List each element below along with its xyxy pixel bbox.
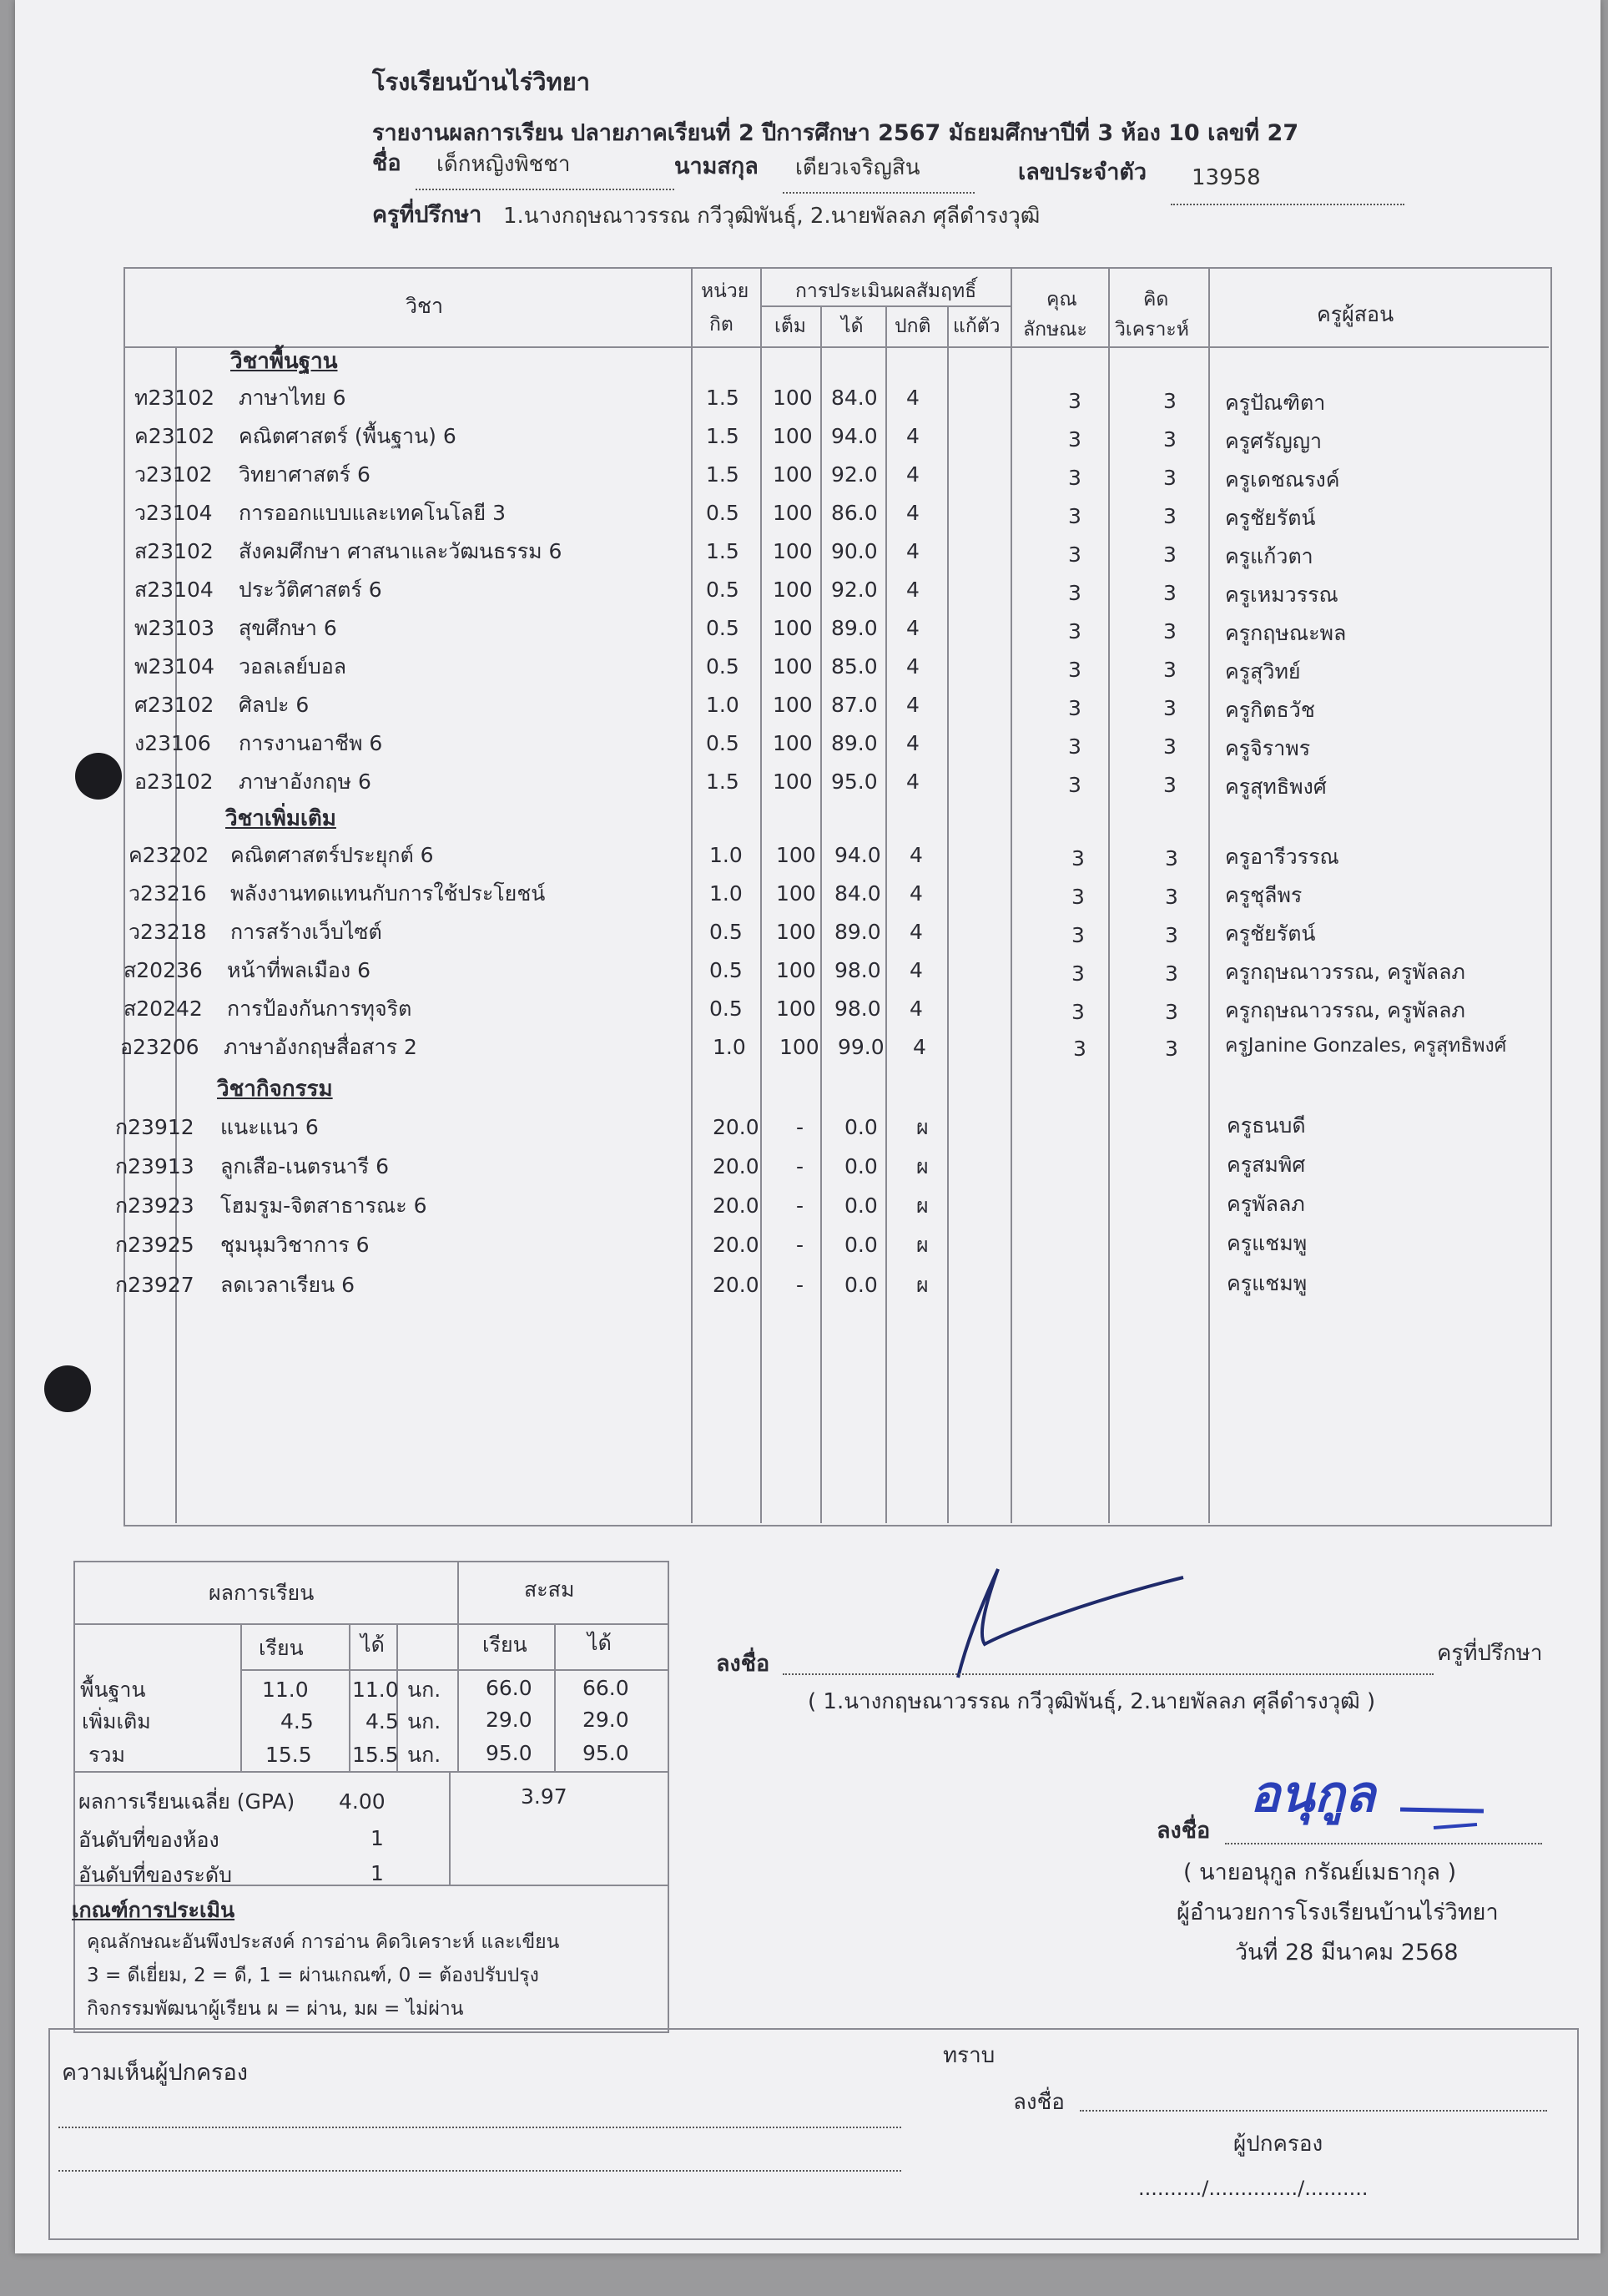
col-unit-top: หน่วย bbox=[701, 280, 749, 302]
row-full: 100 bbox=[773, 578, 813, 602]
row-grade: 4 bbox=[906, 693, 920, 717]
row-name: ภาษาอังกฤษ 6 bbox=[239, 770, 371, 794]
row-got: 94.0 bbox=[831, 424, 878, 448]
advisor-names: 1.นางกฤษณาวรรณ กวีวุฒิพันธุ์, 2.นายพัลลภ ศุลีดำรงวุฒิ bbox=[503, 204, 1041, 229]
row-unit: 0.5 bbox=[706, 578, 739, 602]
row-full: 100 bbox=[776, 881, 816, 906]
row-code: พ23104 bbox=[134, 654, 215, 679]
row-unit: 0.5 bbox=[706, 616, 739, 640]
row-full: 100 bbox=[773, 616, 813, 640]
row-teacher: ครูเดชณรงค์ bbox=[1225, 467, 1340, 492]
summary-unit-total: นก. bbox=[407, 1743, 441, 1767]
row-think: 3 bbox=[1165, 1000, 1178, 1024]
row-grade: 4 bbox=[906, 501, 920, 525]
table-row bbox=[15, 541, 1600, 574]
row-name: หน้าที่พลเมือง 6 bbox=[227, 958, 370, 982]
row-full: 100 bbox=[776, 843, 816, 867]
table-row bbox=[15, 618, 1600, 651]
row-code: ส20236 bbox=[123, 958, 203, 982]
row-grade: 4 bbox=[910, 920, 923, 944]
table-row bbox=[15, 960, 1600, 993]
row-got: 94.0 bbox=[834, 843, 881, 867]
summary-label-basic: พื้นฐาน bbox=[80, 1678, 146, 1702]
row-teacher: ครูกฤษณาวรรณ, ครูพัลลภ bbox=[1225, 998, 1465, 1022]
row-grade: ผ bbox=[916, 1233, 929, 1257]
row-think: 3 bbox=[1165, 923, 1178, 947]
director-signature bbox=[1233, 1744, 1500, 1844]
row-unit: 0.5 bbox=[706, 501, 739, 525]
row-char: 3 bbox=[1068, 773, 1081, 797]
advisor-names-sign: ( 1.นางกฤษณาวรรณ กวีวุฒิพันธุ์, 2.นายพัลลภ ศุลีดำรงวุฒิ ) bbox=[808, 1689, 1376, 1714]
row-got: 0.0 bbox=[844, 1193, 878, 1218]
row-think: 3 bbox=[1163, 389, 1177, 413]
col-full: เต็ม bbox=[774, 315, 806, 337]
section-title: วิชาพื้นฐาน bbox=[230, 349, 338, 374]
col-subject: วิชา bbox=[406, 294, 444, 318]
row-unit: 20.0 bbox=[713, 1154, 759, 1178]
row-char: 3 bbox=[1071, 846, 1085, 870]
row-unit: 1.5 bbox=[706, 539, 739, 563]
row-char: 3 bbox=[1068, 734, 1081, 759]
row-name: วิทยาศาสตร์ 6 bbox=[239, 462, 370, 487]
summary-cum-header: สะสม bbox=[524, 1577, 575, 1602]
school-name: โรงเรียนบ้านไร่วิทยา bbox=[372, 68, 590, 96]
section-title: วิชาเพิ่มเติม bbox=[225, 806, 336, 831]
row-teacher: ครูสุทธิพงศ์ bbox=[1225, 775, 1327, 799]
row-grade: 4 bbox=[910, 997, 923, 1021]
row-code: อ23102 bbox=[134, 770, 214, 794]
table-row bbox=[15, 1192, 1600, 1229]
row-teacher: ครูธนบดี bbox=[1227, 1113, 1306, 1138]
row-got: 98.0 bbox=[834, 997, 881, 1021]
row-teacher: ครูแชมพู bbox=[1227, 1231, 1308, 1255]
row-think: 3 bbox=[1165, 961, 1178, 986]
summary-cum-study-header: เรียน bbox=[482, 1632, 527, 1657]
parent-role: ผู้ปกครอง bbox=[1233, 2132, 1323, 2157]
row-full: - bbox=[796, 1233, 804, 1257]
table-row bbox=[15, 998, 1600, 1032]
col-normal: ปกติ bbox=[895, 315, 931, 337]
row-teacher: ครูจิราพร bbox=[1225, 736, 1311, 760]
row-full: 100 bbox=[773, 693, 813, 717]
row-name: พลังงานทดแทนกับการใช้ประโยชน์ bbox=[230, 881, 546, 906]
section-title: วิชากิจกรรม bbox=[217, 1077, 333, 1102]
summary-got-basic: 11.0 bbox=[352, 1678, 399, 1702]
row-code: ค23102 bbox=[134, 424, 215, 448]
row-unit: 0.5 bbox=[706, 731, 739, 755]
row-unit: 1.5 bbox=[706, 424, 739, 448]
row-full: 100 bbox=[773, 539, 813, 563]
name-label: ชื่อ bbox=[372, 150, 401, 176]
summary-cum-study-basic: 66.0 bbox=[486, 1676, 532, 1700]
signed-date: วันที่ 28 มีนาคม 2568 bbox=[1235, 1940, 1459, 1965]
table-row bbox=[15, 1113, 1600, 1150]
row-grade: 4 bbox=[906, 770, 920, 794]
row-think: 3 bbox=[1163, 734, 1177, 759]
row-think: 3 bbox=[1165, 1037, 1178, 1061]
row-code: ค23202 bbox=[129, 843, 209, 867]
row-teacher: ครูสุวิทย์ bbox=[1225, 659, 1301, 684]
row-unit: 0.5 bbox=[709, 997, 743, 1021]
row-got: 0.0 bbox=[844, 1115, 878, 1139]
row-unit: 0.5 bbox=[709, 958, 743, 982]
row-full: 100 bbox=[773, 462, 813, 487]
row-name: คณิตศาสตร์ (พื้นฐาน) 6 bbox=[239, 424, 456, 448]
row-name: การงานอาชีพ 6 bbox=[239, 731, 383, 755]
row-unit: 1.0 bbox=[713, 1035, 746, 1059]
row-teacher: ครูแชมพู bbox=[1227, 1271, 1308, 1295]
col-think-bottom: วิเคราะห์ bbox=[1115, 319, 1189, 341]
table-row bbox=[15, 694, 1600, 728]
row-code: ส23102 bbox=[134, 539, 214, 563]
rank-level-label: อันดับที่ของระดับ bbox=[78, 1863, 232, 1887]
row-got: 85.0 bbox=[831, 654, 878, 679]
table-row bbox=[15, 502, 1600, 536]
row-code: ท23102 bbox=[134, 386, 215, 410]
student-id-label: เลขประจำตัว bbox=[1018, 159, 1147, 185]
row-char: 3 bbox=[1071, 961, 1085, 986]
table-row bbox=[15, 771, 1600, 805]
surname-label: นามสกุล bbox=[674, 154, 759, 179]
table-row bbox=[15, 845, 1600, 878]
row-code: ส23104 bbox=[134, 578, 214, 602]
row-got: 0.0 bbox=[844, 1273, 878, 1297]
criteria-line: 3 = ดีเยี่ยม, 2 = ดี, 1 = ผ่านเกณฑ์, 0 = ต้องปรับปรุง bbox=[87, 1965, 539, 1986]
row-teacher: ครูพัลลภ bbox=[1227, 1192, 1305, 1216]
row-code: ก23912 bbox=[115, 1115, 194, 1139]
row-name: สุขศึกษา 6 bbox=[239, 616, 337, 640]
row-teacher: ครูกฤษณะพล bbox=[1225, 621, 1347, 645]
row-full: 100 bbox=[773, 654, 813, 679]
col-assess: การประเมินผลสัมฤทธิ์ bbox=[795, 280, 977, 302]
row-full: 100 bbox=[773, 770, 813, 794]
director-sign-label: ลงชื่อ bbox=[1157, 1818, 1211, 1844]
row-teacher: ครูแก้วตา bbox=[1225, 544, 1313, 568]
row-unit: 1.0 bbox=[709, 881, 743, 906]
student-id: 13958 bbox=[1192, 165, 1261, 190]
table-row bbox=[15, 883, 1600, 916]
row-name: การป้องกันการทุจริต bbox=[227, 997, 412, 1021]
summary-unit-basic: นก. bbox=[407, 1678, 441, 1702]
parent-opinion-box bbox=[48, 2028, 1579, 2240]
row-name: ภาษาไทย 6 bbox=[239, 386, 346, 410]
summary-study-extra: 4.5 bbox=[280, 1709, 314, 1733]
row-got: 84.0 bbox=[831, 386, 878, 410]
parent-ack-label: ทราบ bbox=[943, 2043, 996, 2068]
table-row bbox=[15, 1271, 1600, 1308]
advisor-sign-label: ลงชื่อ bbox=[716, 1651, 770, 1677]
summary-cum-got-total: 95.0 bbox=[582, 1741, 629, 1765]
row-full: 100 bbox=[779, 1035, 819, 1059]
row-full: - bbox=[796, 1193, 804, 1218]
table-row bbox=[15, 1231, 1600, 1268]
summary-label-extra: เพิ่มเติม bbox=[82, 1709, 151, 1733]
summary-cum-got-basic: 66.0 bbox=[582, 1676, 629, 1700]
row-grade: 4 bbox=[910, 843, 923, 867]
parent-opinion-label: ความเห็นผู้ปกครอง bbox=[62, 2060, 248, 2086]
row-full: - bbox=[796, 1154, 804, 1178]
summary-cum-study-extra: 29.0 bbox=[486, 1708, 532, 1732]
row-got: 0.0 bbox=[844, 1233, 878, 1257]
table-row bbox=[15, 579, 1600, 613]
row-char: 3 bbox=[1068, 542, 1081, 567]
gpa-value: 4.00 bbox=[339, 1789, 386, 1814]
row-full: 100 bbox=[773, 501, 813, 525]
rank-room-value: 1 bbox=[370, 1826, 384, 1850]
summary-cum-study-total: 95.0 bbox=[486, 1741, 532, 1765]
row-name: สังคมศึกษา ศาสนาและวัฒนธรรม 6 bbox=[239, 539, 562, 563]
criteria-title: เกณฑ์การประเมิน bbox=[72, 1898, 235, 1922]
row-name: ลูกเสือ-เนตรนารี 6 bbox=[220, 1154, 390, 1178]
row-full: 100 bbox=[773, 731, 813, 755]
row-char: 3 bbox=[1068, 696, 1081, 720]
row-unit: 1.5 bbox=[706, 386, 739, 410]
col-char-top: คุณ bbox=[1046, 289, 1077, 310]
table-row bbox=[15, 1153, 1600, 1189]
director-role: ผู้อำนวยการโรงเรียนบ้านไร่วิทยา bbox=[1177, 1900, 1499, 1925]
parent-date-blank: ........../............../.......... bbox=[1138, 2177, 1369, 2200]
row-grade: 4 bbox=[906, 462, 920, 487]
row-unit: 1.0 bbox=[706, 693, 739, 717]
table-row bbox=[15, 733, 1600, 766]
criteria-line: กิจกรรมพัฒนาผู้เรียน ผ = ผ่าน, มผ = ไม่ผ่าน bbox=[87, 1998, 464, 2020]
row-full: - bbox=[796, 1115, 804, 1139]
summary-got-header: ได้ bbox=[360, 1632, 385, 1657]
row-code: ก23913 bbox=[115, 1154, 194, 1178]
row-code: ก23923 bbox=[115, 1193, 194, 1218]
row-grade: 4 bbox=[913, 1035, 926, 1059]
rank-room-label: อันดับที่ของห้อง bbox=[78, 1828, 219, 1852]
row-think: 3 bbox=[1163, 619, 1177, 643]
row-name: คณิตศาสตร์ประยุกต์ 6 bbox=[230, 843, 434, 867]
summary-study-basic: 11.0 bbox=[262, 1678, 309, 1702]
row-code: พ23103 bbox=[134, 616, 215, 640]
row-code: ก23925 bbox=[115, 1233, 194, 1257]
summary-got-total: 15.5 bbox=[352, 1743, 399, 1767]
row-code: ว23104 bbox=[134, 501, 213, 525]
col-unit-bottom: กิต bbox=[709, 314, 733, 336]
row-grade: 4 bbox=[906, 386, 920, 410]
col-think-top: คิด bbox=[1143, 289, 1169, 310]
row-char: 3 bbox=[1068, 466, 1081, 490]
row-teacher: ครูสมพิศ bbox=[1227, 1153, 1306, 1177]
row-got: 87.0 bbox=[831, 693, 878, 717]
row-got: 90.0 bbox=[831, 539, 878, 563]
report-title: รายงานผลการเรียน ปลายภาคเรียนที่ 2 ปีการศึกษา 2567 มัธยมศึกษาปีที่ 3 ห้อง 10 เลขที่ 27 bbox=[372, 120, 1299, 146]
criteria-line: คุณลักษณะอันพึงประสงค์ การอ่าน คิดวิเคราะห์ และเขียน bbox=[87, 1931, 560, 1953]
row-name: ชุมนุมวิชาการ 6 bbox=[220, 1233, 370, 1257]
summary-study-total: 15.5 bbox=[265, 1743, 312, 1767]
row-grade: 4 bbox=[906, 424, 920, 448]
row-code: ก23927 bbox=[115, 1273, 194, 1297]
row-unit: 20.0 bbox=[713, 1115, 759, 1139]
table-row bbox=[15, 921, 1600, 955]
row-name: โฮมรูม-จิตสาธารณะ 6 bbox=[220, 1193, 427, 1218]
row-name: ศิลปะ 6 bbox=[239, 693, 310, 717]
row-char: 3 bbox=[1068, 504, 1081, 528]
table-row bbox=[15, 426, 1600, 459]
row-unit: 20.0 bbox=[713, 1233, 759, 1257]
row-char: 3 bbox=[1071, 1000, 1085, 1024]
row-grade: 4 bbox=[906, 731, 920, 755]
summary-cum-got-header: ได้ bbox=[587, 1631, 612, 1655]
row-code: ว23216 bbox=[129, 881, 207, 906]
row-got: 98.0 bbox=[834, 958, 881, 982]
punch-hole bbox=[75, 753, 122, 800]
row-grade: 4 bbox=[910, 958, 923, 982]
row-full: 100 bbox=[776, 958, 816, 982]
director-signature-text: อนุกูล bbox=[1250, 1765, 1376, 1824]
row-char: 3 bbox=[1071, 885, 1085, 909]
row-teacher: ครูชัยรัตน์ bbox=[1225, 506, 1316, 530]
row-got: 99.0 bbox=[838, 1035, 885, 1059]
col-char-bottom: ลักษณะ bbox=[1023, 319, 1087, 341]
row-unit: 1.5 bbox=[706, 770, 739, 794]
row-code: ส20242 bbox=[123, 997, 203, 1021]
row-think: 3 bbox=[1163, 504, 1177, 528]
row-got: 89.0 bbox=[831, 731, 878, 755]
col-teacher: ครูผู้สอน bbox=[1317, 302, 1394, 326]
table-row bbox=[15, 1037, 1600, 1070]
rank-level-value: 1 bbox=[370, 1861, 384, 1885]
row-code: อ23206 bbox=[120, 1035, 199, 1059]
table-row bbox=[15, 464, 1600, 497]
row-got: 89.0 bbox=[831, 616, 878, 640]
report-paper bbox=[15, 0, 1600, 2253]
row-name: การออกแบบและเทคโนโลยี 3 bbox=[239, 501, 506, 525]
row-got: 95.0 bbox=[831, 770, 878, 794]
row-grade: ผ bbox=[916, 1273, 929, 1297]
row-think: 3 bbox=[1163, 466, 1177, 490]
summary-study-header: เรียน bbox=[259, 1636, 304, 1660]
summary-got-extra: 4.5 bbox=[365, 1709, 399, 1733]
row-unit: 0.5 bbox=[709, 920, 743, 944]
row-full: - bbox=[796, 1273, 804, 1297]
row-grade: ผ bbox=[916, 1115, 929, 1139]
row-teacher: ครูJanine Gonzales, ครูสุทธิพงศ์ bbox=[1225, 1035, 1507, 1057]
row-teacher: ครูปัณฑิตา bbox=[1225, 391, 1326, 415]
row-code: ว23102 bbox=[134, 462, 213, 487]
row-name: แนะแนว 6 bbox=[220, 1115, 319, 1139]
row-got: 84.0 bbox=[834, 881, 881, 906]
row-teacher: ครูเหมวรรณ bbox=[1225, 583, 1338, 607]
summary-label-total: รวม bbox=[88, 1743, 125, 1767]
row-code: ว23218 bbox=[129, 920, 207, 944]
row-char: 3 bbox=[1071, 923, 1085, 947]
col-fix: แก้ตัว bbox=[953, 315, 1001, 337]
table-row bbox=[15, 656, 1600, 689]
row-teacher: ครูกิตธวัช bbox=[1225, 698, 1315, 722]
row-teacher: ครูชุลีพร bbox=[1225, 883, 1303, 907]
row-teacher: ครูอารีวรรณ bbox=[1225, 845, 1339, 869]
row-got: 86.0 bbox=[831, 501, 878, 525]
row-unit: 20.0 bbox=[713, 1193, 759, 1218]
row-think: 3 bbox=[1163, 696, 1177, 720]
row-unit: 1.5 bbox=[706, 462, 739, 487]
student-name: เด็กหญิงพิชชา bbox=[436, 152, 571, 177]
row-char: 3 bbox=[1073, 1037, 1086, 1061]
row-grade: 4 bbox=[910, 881, 923, 906]
row-char: 3 bbox=[1068, 581, 1081, 605]
summary-results-header: ผลการเรียน bbox=[209, 1581, 315, 1605]
row-think: 3 bbox=[1163, 581, 1177, 605]
director-name: ( นายอนุกูล กรัณย์เมธากุล ) bbox=[1183, 1860, 1457, 1885]
row-name: ประวัติศาสตร์ 6 bbox=[239, 578, 382, 602]
row-grade: ผ bbox=[916, 1154, 929, 1178]
row-unit: 0.5 bbox=[706, 654, 739, 679]
row-full: 100 bbox=[776, 997, 816, 1021]
row-grade: 4 bbox=[906, 578, 920, 602]
row-char: 3 bbox=[1068, 658, 1081, 682]
row-name: ภาษาอังกฤษสื่อสาร 2 bbox=[224, 1035, 417, 1059]
punch-hole bbox=[44, 1365, 91, 1412]
advisor-role: ครูที่ปรึกษา bbox=[1437, 1641, 1543, 1666]
summary-cum-got-extra: 29.0 bbox=[582, 1708, 629, 1732]
row-char: 3 bbox=[1068, 389, 1081, 413]
row-think: 3 bbox=[1163, 427, 1177, 452]
row-think: 3 bbox=[1163, 658, 1177, 682]
row-char: 3 bbox=[1068, 427, 1081, 452]
row-char: 3 bbox=[1068, 619, 1081, 643]
row-teacher: ครูศรัญญา bbox=[1225, 429, 1323, 453]
row-got: 0.0 bbox=[844, 1154, 878, 1178]
row-think: 3 bbox=[1163, 773, 1177, 797]
table-row bbox=[15, 387, 1600, 421]
row-name: วอลเลย์บอล bbox=[239, 654, 347, 679]
row-grade: 4 bbox=[906, 539, 920, 563]
row-grade: 4 bbox=[906, 616, 920, 640]
row-think: 3 bbox=[1165, 846, 1178, 870]
row-teacher: ครูชัยรัตน์ bbox=[1225, 921, 1316, 946]
row-grade: 4 bbox=[906, 654, 920, 679]
parent-sign-label: ลงชื่อ bbox=[1013, 2090, 1065, 2115]
row-grade: ผ bbox=[916, 1193, 929, 1218]
row-code: ศ23102 bbox=[134, 693, 214, 717]
advisor-signature bbox=[933, 1561, 1200, 1686]
student-surname: เตียวเจริญสิน bbox=[795, 155, 920, 180]
row-unit: 1.0 bbox=[709, 843, 743, 867]
row-think: 3 bbox=[1165, 885, 1178, 909]
summary-unit-extra: นก. bbox=[407, 1709, 441, 1733]
row-got: 89.0 bbox=[834, 920, 881, 944]
row-teacher: ครูกฤษณาวรรณ, ครูพัลลภ bbox=[1225, 960, 1465, 984]
col-got: ได้ bbox=[841, 315, 864, 337]
row-got: 92.0 bbox=[831, 462, 878, 487]
row-full: 100 bbox=[776, 920, 816, 944]
gpa-cumulative: 3.97 bbox=[521, 1784, 567, 1809]
row-code: ง23106 bbox=[134, 731, 211, 755]
gpa-label: ผลการเรียนเฉลี่ย (GPA) bbox=[78, 1789, 295, 1814]
row-name: ลดเวลาเรียน 6 bbox=[220, 1273, 355, 1297]
row-full: 100 bbox=[773, 424, 813, 448]
advisor-label: ครูที่ปรึกษา bbox=[372, 202, 482, 228]
row-got: 92.0 bbox=[831, 578, 878, 602]
row-full: 100 bbox=[773, 386, 813, 410]
row-name: การสร้างเว็บไซต์ bbox=[230, 920, 382, 944]
row-think: 3 bbox=[1163, 542, 1177, 567]
row-unit: 20.0 bbox=[713, 1273, 759, 1297]
